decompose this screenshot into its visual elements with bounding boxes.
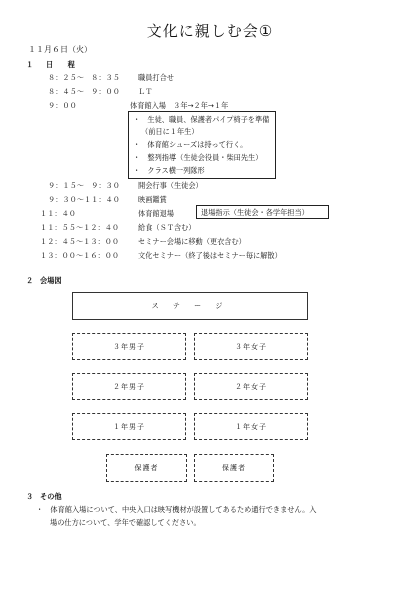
seat-label: ３年男子 xyxy=(113,342,145,351)
schedule-event: セミナー会場に移動（更衣含む） xyxy=(138,237,246,246)
schedule-time: ９：１５～ ９：３０ xyxy=(48,181,120,190)
schedule-event: 映画鑑賞 xyxy=(138,195,167,204)
seat-block xyxy=(72,373,186,400)
entry-note: （前日に１年生） xyxy=(141,127,199,136)
schedule-event: 給食（ＳＴ含む） xyxy=(138,223,196,232)
entry-note: ・ 整列指導（生徒会役員・柴田先生） xyxy=(133,153,263,162)
schedule-event: 体育館入場 ３年→２年→１年 xyxy=(130,101,229,110)
seat-block xyxy=(194,373,308,400)
seat-label: 保護者 xyxy=(222,464,246,472)
schedule-time: １１：４０ xyxy=(40,209,76,218)
schedule-event: 職員打合せ xyxy=(138,73,174,82)
other-note-line-2: 場の仕方について、学年で確認してください。 xyxy=(50,518,201,527)
entry-note: ・ 生徒、職員、保護者パイプ椅子を準備 xyxy=(133,115,270,124)
seat-label: 保護者 xyxy=(134,464,159,472)
seat-label: １年男子 xyxy=(113,422,145,431)
section-3-heading: その他 xyxy=(40,492,62,501)
seat-label: ３年女子 xyxy=(235,342,267,351)
other-note-line-1: ・ 体育館入場について、中央入口は映写機材が設置してあるため通行できません。入 xyxy=(36,505,317,514)
seat-block xyxy=(194,413,308,440)
seat-block xyxy=(72,413,186,440)
schedule-time: ８：２５～ ８：３５ xyxy=(48,73,120,82)
seat-block xyxy=(194,454,274,482)
schedule-time: １３：００～１６：００ xyxy=(40,251,120,260)
seat-block xyxy=(106,454,187,482)
section-3-number: ３ xyxy=(26,492,34,501)
schedule-time: ９：００ xyxy=(48,101,77,110)
section-2-heading: 会場図 xyxy=(40,276,62,285)
schedule-time: １１：５５～１２：４０ xyxy=(40,223,120,232)
schedule-time: ８：４５～ ９：００ xyxy=(48,87,120,96)
schedule-event: ＬＴ xyxy=(138,87,153,96)
seat-label: ２年女子 xyxy=(235,382,267,391)
schedule-time: １２：４５～１３：００ xyxy=(40,237,120,246)
event-date: １１月６日（火） xyxy=(28,45,92,54)
schedule-time: ９：３０～１１：４０ xyxy=(48,195,120,204)
section-2-number: ２ xyxy=(26,276,34,285)
entry-note: ・ 体育館シューズは持って行く。 xyxy=(133,140,248,149)
entry-note: ・ クラス横一列隊形 xyxy=(133,166,205,175)
stage-area xyxy=(72,292,308,320)
section-1-heading: 日 程 xyxy=(46,60,75,69)
stage-label: ス テ ー ジ xyxy=(151,302,229,310)
seat-label: １年女子 xyxy=(235,422,267,431)
exit-note: 退場指示（生徒会・各学年担当） xyxy=(201,208,309,217)
seat-block xyxy=(72,333,186,360)
seat-label: ２年男子 xyxy=(113,382,145,391)
section-1-number: １ xyxy=(26,60,34,69)
schedule-event: 文化セミナー（終了後はセミナー毎に解散） xyxy=(138,251,282,260)
seat-block xyxy=(194,333,308,360)
page-title: 文化に親しむ会① xyxy=(146,22,274,40)
schedule-event: 体育館退場 xyxy=(138,209,174,218)
schedule-event: 開会行事（生徒会） xyxy=(138,181,203,190)
